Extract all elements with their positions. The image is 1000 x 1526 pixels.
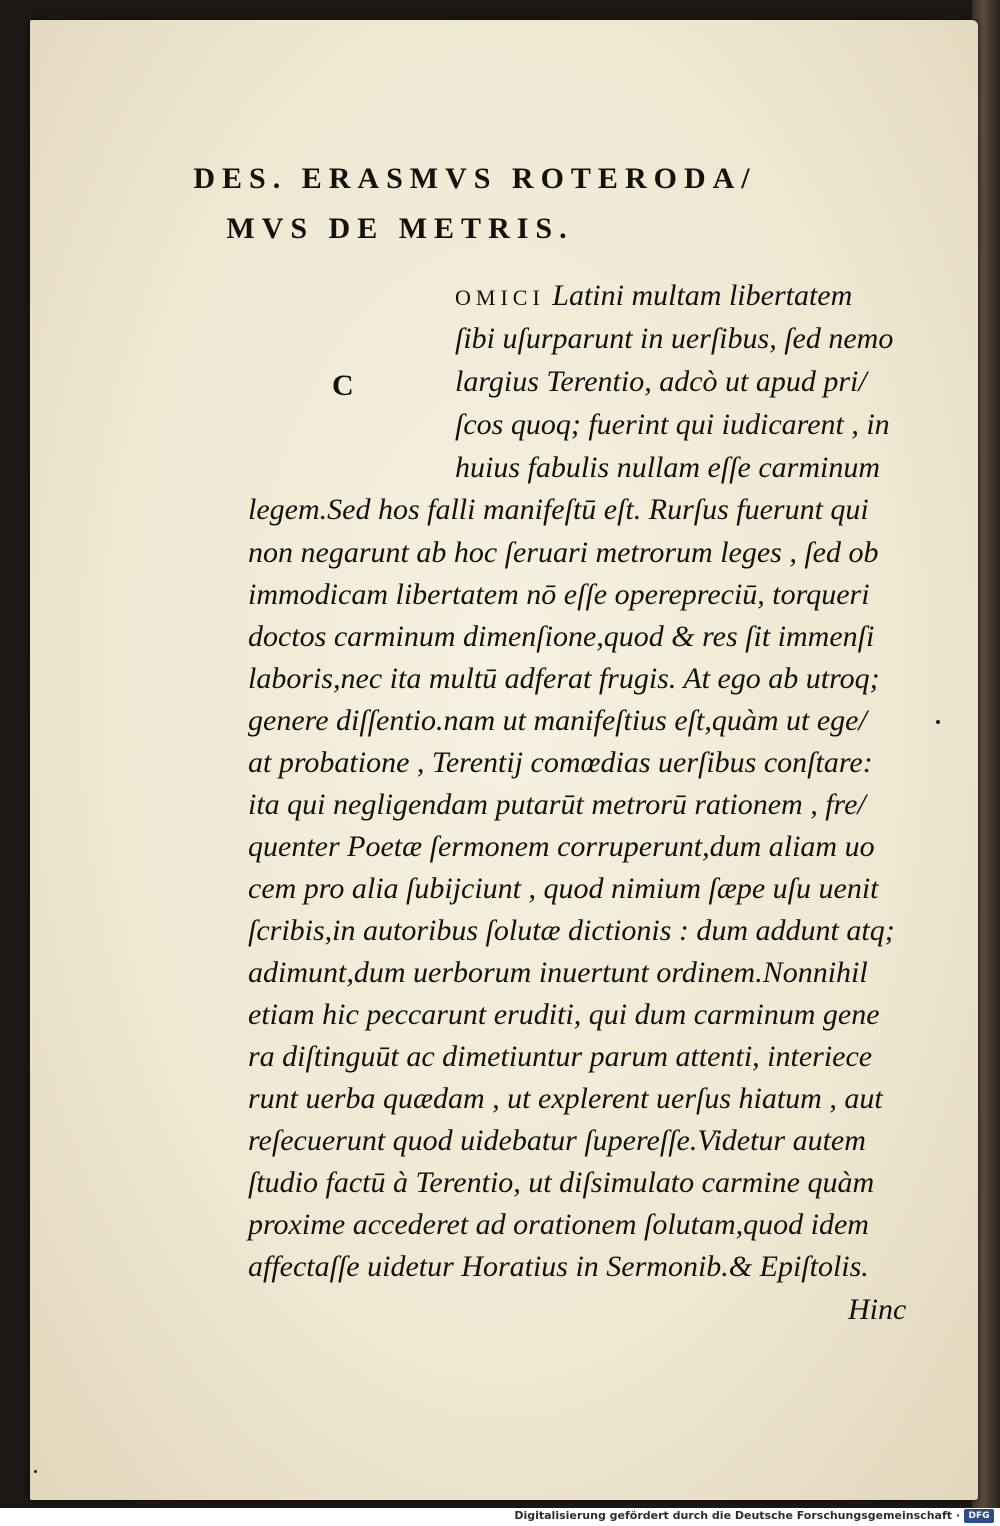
text-line-9: doctos carminum dimenſione,quod & res ſit immenſi [248, 620, 875, 653]
text-line-22: ſtudio factū à Terentio, ut diſsimulato carmine quàm [248, 1166, 875, 1199]
lead-smallcaps: OMICI [455, 285, 545, 310]
text-line-15: cem pro alia ſubijciunt , quod nimium ſæpe uſu uenit [248, 872, 879, 905]
text-line-13: ita qui negligendam putarūt metrorū rationem , fre/ [248, 788, 866, 821]
text-line-8: immodicam libertatem nō eſſe operepreciū, torqueri [248, 578, 870, 611]
text-line-24: affectaſſe uidetur Horatius in Sermonib.& Epiſtolis. [248, 1250, 869, 1283]
text-line-17: adimunt,dum uerborum inuertunt ordinem.Nonnihil [248, 956, 868, 989]
catchword: Hinc [848, 1293, 907, 1326]
text-line-3: largius Terentio, adcò ut apud pri/ [455, 365, 867, 398]
ink-speck [34, 1470, 37, 1473]
text-line-20: runt uerba quædam , ut explerent uerſus hiatum , aut [248, 1082, 883, 1115]
page-heading-line-1: DES. ERASMVS ROTERODA/ [193, 162, 757, 195]
drop-cap: C [332, 369, 354, 402]
dfg-logo: DFG [964, 1509, 994, 1523]
text-line-16: ſcribis,in autoribus ſolutæ dictionis : dum addunt atq; [248, 914, 895, 947]
text-line-18: etiam hic peccarunt eruditi, qui dum carminum gene [248, 998, 880, 1031]
text-line-6: legem.Sed hos falli manifeſtū eſt. Rurſus fuerunt qui [248, 493, 869, 526]
page-heading-line-2: MVS DE METRIS. [226, 212, 574, 245]
text-line-11: genere diſſentio.nam ut manifeſtius eſt,quàm ut ege/ [248, 704, 867, 737]
ink-speck [936, 720, 940, 724]
text-line-4: ſcos quoq; fuerint qui iudicarent , in [455, 408, 890, 441]
text-line-21: reſecuerunt quod uidebatur ſupereſſe.Videtur autem [248, 1124, 866, 1157]
book-page [30, 20, 978, 1500]
text-line-10: laboris,nec ita multū adferat frugis. At ego ab utroq; [248, 662, 880, 695]
text-line-7: non negarunt ab hoc ſeruari metrorum leges , ſed ob [248, 536, 879, 569]
text-line-1-rest: Latini multam libertatem [544, 279, 853, 312]
text-line-19: ra diſtinguūt ac dimetiuntur parum attenti, interiece [248, 1040, 873, 1073]
text-line-5: huius fabulis nullam eſſe carminum [455, 451, 880, 484]
text-line-23: proxime accederet ad orationem ſolutam,quod idem [248, 1208, 869, 1241]
text-line-12: at probatione , Terentij comœdias uerſibus conſtare: [248, 746, 873, 779]
text-line-14: quenter Poetæ ſermonem corruperunt,dum aliam uo [248, 830, 875, 863]
text-line-1 [455, 278, 852, 316]
text-line-2: ſibi uſurparunt in uerſibus, ſed nemo [455, 322, 894, 355]
funding-credit: Digitalisierung gefördert durch die Deutsche Forschungsgemeinschaft · [514, 1509, 960, 1522]
